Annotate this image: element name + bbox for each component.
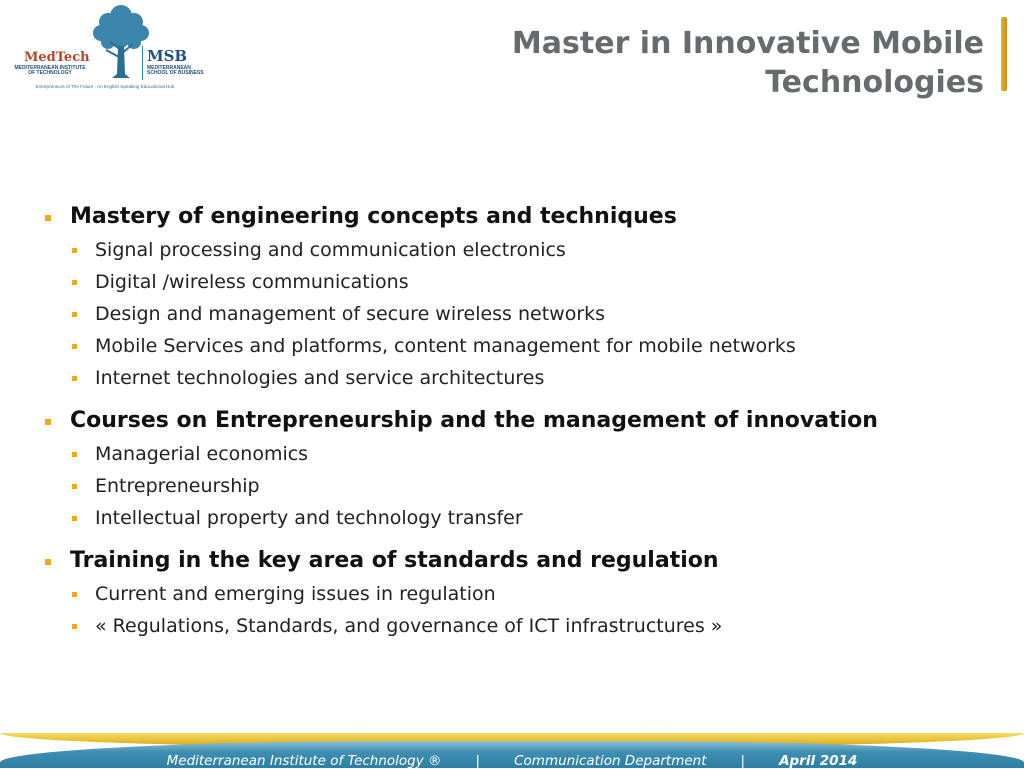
sub-bullet-text: Entrepreneurship (95, 475, 260, 497)
sub-bullet-item (40, 330, 1000, 362)
sub-bullet-text: Managerial economics (95, 443, 309, 465)
square-bullet-icon (72, 624, 77, 629)
sub-bullet-item (40, 234, 1000, 266)
sub-bullet-text: Mobile Services and platforms, content management for mobile networks (95, 335, 796, 357)
square-bullet-icon (72, 452, 77, 457)
tree-logo-icon (88, 2, 154, 80)
title-accent-bar (1001, 17, 1007, 91)
medtech-logo-text: MedTech (24, 50, 90, 65)
square-bullet-icon (72, 592, 77, 597)
logo-divider (142, 46, 143, 80)
sub-bullet-text: Intellectual property and technology transfer (95, 507, 523, 529)
sub-bullet-item (40, 578, 1000, 610)
footer-institute: Mediterranean Institute of Technology ® (166, 753, 442, 769)
square-bullet-icon (72, 484, 77, 489)
footer-department: Communication Department (514, 753, 707, 769)
bullet-group (40, 200, 1000, 394)
sub-bullet-item (40, 362, 1000, 394)
bullet-heading-text: Training in the key area of standards and regulation (70, 548, 719, 573)
logo (10, 2, 204, 94)
slide-title-line-2: Technologies (765, 65, 984, 100)
bullet-group (40, 404, 1000, 534)
square-bullet-icon (72, 312, 77, 317)
sub-bullet-text: « Regulations, Standards, and governance of ICT infrastructures » (95, 615, 723, 637)
footer-separator: | (740, 753, 746, 769)
sub-bullet-item (40, 298, 1000, 330)
sub-bullet-item (40, 438, 1000, 470)
bullet-heading (40, 404, 1000, 438)
msb-logo-text: MSB (147, 47, 188, 65)
footer-bar (0, 733, 1024, 768)
bullet-heading (40, 544, 1000, 578)
sub-bullet-item (40, 266, 1000, 298)
medtech-logo-subtext: MEDITERRANEAN INSTITUTE OF TECHNOLOGY (14, 65, 86, 76)
square-bullet-icon (72, 248, 77, 253)
sub-bullet-text: Signal processing and communication electronics (95, 239, 566, 261)
bullet-group (40, 544, 1000, 642)
sub-bullet-text: Internet technologies and service architectures (95, 367, 545, 389)
sub-bullet-text: Digital /wireless communications (95, 271, 409, 293)
footer-text (0, 753, 1024, 769)
sub-bullet-text: Current and emerging issues in regulation (95, 583, 496, 605)
msb-logo-subtext: MEDITERRANEAN SCHOOL OF BUSINESS (147, 65, 204, 76)
square-bullet-icon (72, 280, 77, 285)
sub-bullet-text: Design and management of secure wireless networks (95, 303, 606, 325)
slide-title (424, 24, 984, 102)
bullet-heading (40, 200, 1000, 234)
square-bullet-icon (72, 376, 77, 381)
sub-bullet-item (40, 610, 1000, 642)
square-bullet-icon (45, 215, 51, 221)
square-bullet-icon (45, 419, 51, 425)
square-bullet-icon (45, 559, 51, 565)
sub-bullet-item (40, 502, 1000, 534)
sub-bullet-item (40, 470, 1000, 502)
square-bullet-icon (72, 516, 77, 521)
footer-separator: | (475, 753, 481, 769)
bullet-list (40, 200, 1000, 652)
slide-title-line-1: Master in Innovative Mobile (511, 26, 984, 61)
logo-tagline: Entrepreneurs of The Future : An English Speaking Educational Hub (35, 84, 175, 89)
bullet-heading-text: Mastery of engineering concepts and techniques (70, 204, 677, 229)
square-bullet-icon (72, 344, 77, 349)
bullet-heading-text: Courses on Entrepreneurship and the management of innovation (70, 408, 878, 433)
footer-date: April 2014 (779, 753, 858, 769)
